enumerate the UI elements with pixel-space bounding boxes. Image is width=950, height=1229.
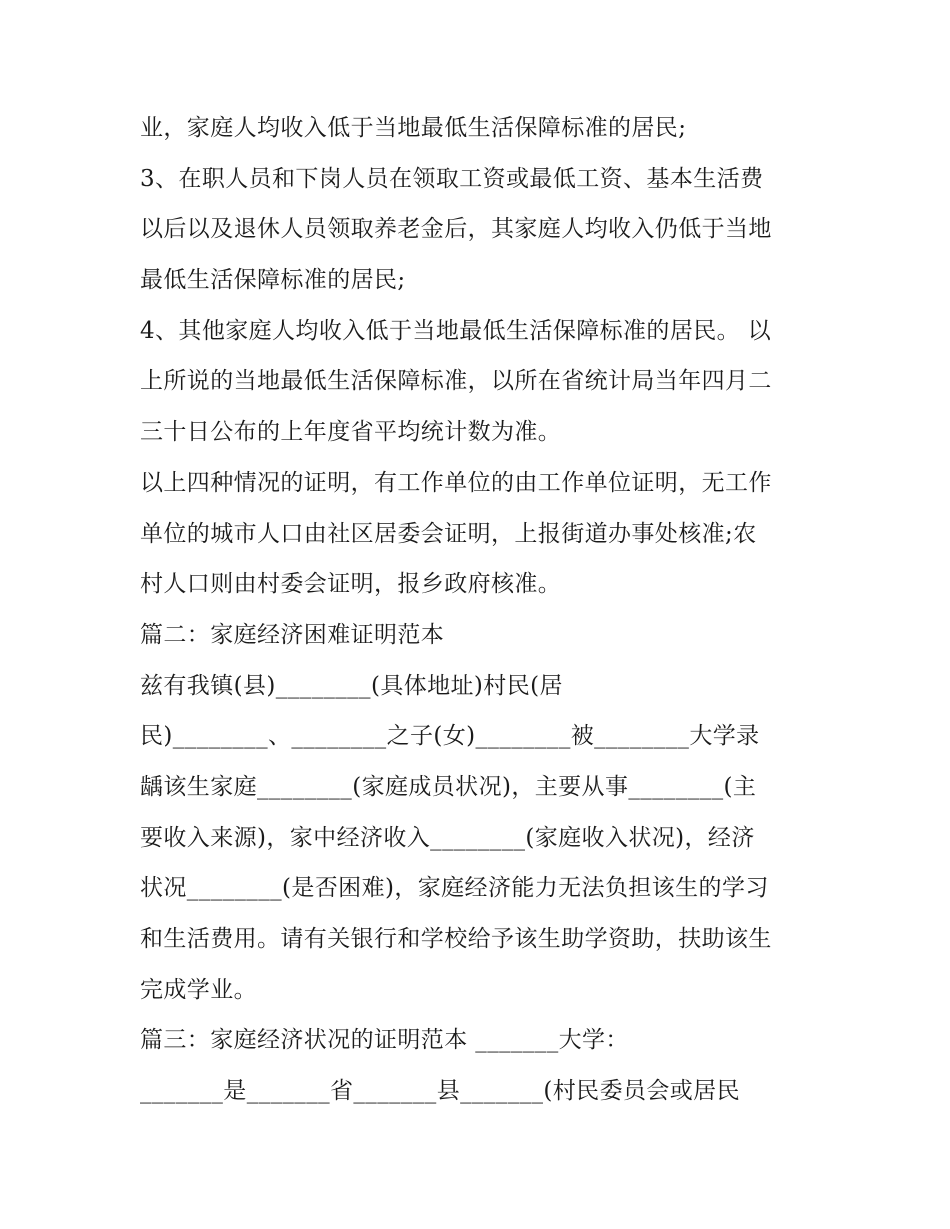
text-line: 4、其他家庭人均收入低于当地最低生活保障标准的居民。 以 (140, 317, 772, 344)
text-line: 要收入来源)，家中经济收入________(家庭收入状况)，经济 (140, 824, 755, 851)
text-line: 兹有我镇(县)________(具体地址)村民(居 (140, 672, 563, 699)
text-line: 和生活费用。请有关银行和学校给予该生助学资助，扶助该生 (140, 926, 772, 952)
document-body (140, 103, 820, 1117)
text-line: 上所说的当地最低生活保障标准，以所在省统计局当年四月二 (140, 368, 772, 395)
text-line: 三十日公布的上年度省平均统计数为准。 (140, 419, 562, 446)
text-line: 状况________(是否困难)，家庭经济能力无法负担该生的学习 (140, 875, 769, 902)
text-line: 业，家庭人均收入低于当地最低生活保障标准的居民; (140, 115, 687, 141)
section-heading: 篇三：家庭经济状况的证明范本 _______大学： (140, 1027, 629, 1054)
section-heading: 篇二：家庭经济困难证明范本 (140, 621, 445, 648)
text-line: 龋该生家庭________(家庭成员状况)，主要从事________(主 (140, 773, 757, 800)
text-line: 以上四种情况的证明，有工作单位的由工作单位证明，无工作 (140, 469, 772, 496)
text-line: 以后以及退休人员领取养老金后，其家庭人均收入仍低于当地 (140, 216, 772, 243)
text-line: 完成学业。 (140, 976, 257, 1003)
text-line: 单位的城市人口由社区居委会证明，上报街道办事处核准;农 (140, 520, 757, 547)
text-line: 最低生活保障标准的居民; (140, 267, 406, 294)
text-line: 村人口则由村委会证明，报乡政府核准。 (140, 571, 562, 598)
text-line: 3、在职人员和下岗人员在领取工资或最低工资、基本生活费 (140, 165, 764, 192)
text-line: _______是_______省_______县_______(村民委员会或居民 (140, 1078, 740, 1105)
text-line: 民)________、________之子(女)________被________大学录 (140, 723, 760, 750)
